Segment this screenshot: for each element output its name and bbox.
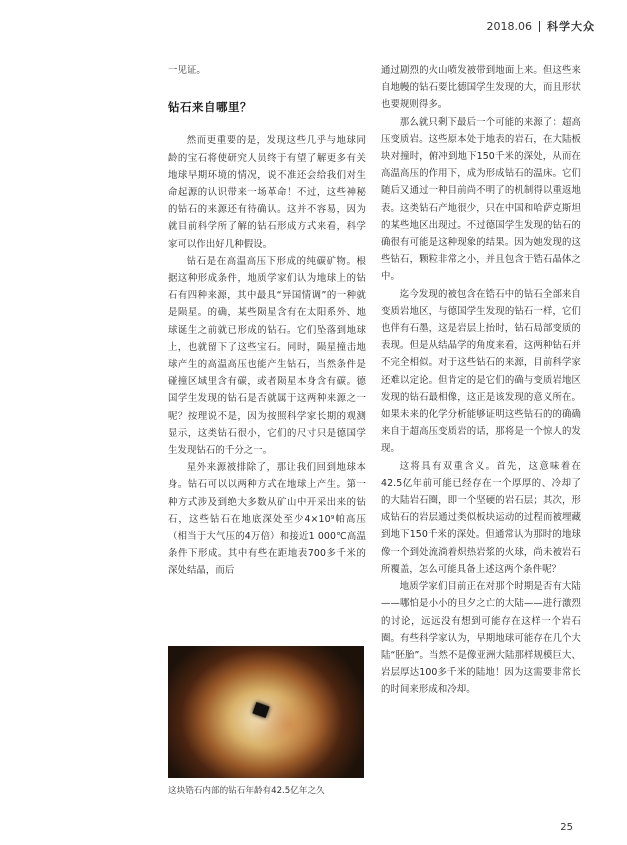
zircon-photo	[168, 646, 364, 778]
paragraph: 那么就只剩下最后一个可能的来源了：超高压变质岩。这些原本处于地表的岩石，在大陆板块对撞时，俯冲到地下150千米的深处，从而在高温高压的作用下，成为形成钻石的温床。它们随后又通过一种目前尚不明了的机制得以重返地表。这类钻石产地很少，只在中国和哈萨克斯坦的某些地区出现过。不过德国学生发现的钻石的确很有可能是这种现象的结果。因为她发现的这些钻石，颗粒非常之小，并且包含于锆石晶体之中。	[381, 116, 581, 283]
lead-text: 一见证。	[168, 65, 206, 76]
paragraph: 地质学家们目前正在对那个时期是否有大陆——哪怕是小小的旦夕之亡的大陆——进行激烈的讨论，远远没有想到可能存在这样一个岩石圈。有些科学家认为，早期地球可能存在几个大陆“胚胎”。当然不是像亚洲大陆那样规模巨大、岩层厚达100多千米的陆地！因为这需要非常长的时间来形成和冷却。	[381, 581, 581, 696]
issue-date: 2018.06	[486, 19, 532, 33]
paragraph: 通过剧烈的火山喷发被带到地面上来。但这些来自地幔的钻石要比德国学生发现的大，而且形状也要规则得多。	[381, 65, 581, 111]
magazine-brand: 科学大众	[547, 20, 595, 33]
paragraph: 钻石是在高温高压下形成的纯碳矿物。根据这种形成条件，地质学家们认为地球上的钻石有四种来源，其中最具“异国情调”的一种就是陨星。的确，某些陨星含有在太阳系外、地球诞生之前就已形成的钻石。它们坠落到地球上，也就留下了这些宝石。同时，陨星撞击地球产生的高温高压也能产生钻石，当然条件是碰撞区域里含有碳，或者陨星本身含有碳。德国学生发现的钻石是否就属于这两种来源之一呢？按理说不是，因为按照科学家长期的观测显示，这类钻石很小，它们的尺寸只是德国学生发现钻石的千分之一。	[168, 255, 366, 457]
left-column	[168, 62, 366, 580]
paragraph: 然而更重要的是，发现这些几乎与地球同龄的宝石将使研究人员终于有望了解更多有关地球早期环境的情况，说不准还会给我们对生命起源的认识带来一场革命！不过，这些神秘的钻石的来源还有待确认。这并不容易，因为就目前科学所了解的钻石形成方式来看，科学家可以作出好几种假设。	[168, 135, 366, 250]
paragraph: 这将具有双重含义。首先，这意味着在42.5亿年前可能已经存在一个厚厚的、冷却了的大陆岩石圈，即一个坚硬的岩石层；其次，形成钻石的岩层通过类似板块运动的过程而被埋藏到地下150千米的深处。但通常认为那时的地球像一个到处流淌着炽热岩浆的火球，尚未被岩石所覆盖，怎么可能具备上述这两个条件呢？	[381, 460, 581, 575]
page-header	[487, 18, 596, 34]
header-divider	[539, 21, 540, 32]
section-heading: 钻石来自哪里？	[168, 100, 252, 115]
photo-caption: 这块锆石内部的钻石年龄有42.5亿年之久	[168, 786, 325, 796]
right-column	[381, 62, 581, 699]
paragraph: 迄今发现的被包含在锆石中的钻石全部来自变质岩地区，与德国学生发现的钻石一样，它们也伴有石墨，这是岩层上抬时，钻石局部变质的表现。但是从结晶学的角度来看，这两种钻石并不完全相似。对于这些钻石的来源，目前科学家还难以定论。但肯定的是它们的确与变质岩地区发现的钻石最相像，这正是该发现的意义所在。如果未来的化学分析能够证明这些钻石的的确确来自于超高压变质岩的话，那将是一个惊人的发现。	[381, 288, 581, 455]
page-number: 25	[560, 822, 573, 833]
paragraph: 星外来源被排除了，那让我们回到地球本身。钻石可以以两种方式在地球上产生。第一种方式涉及到绝大多数从矿山中开采出来的钻石，这些钻石在地底深处至少4×10⁹帕高压（相当于大气压的4万倍）和接近1 000℃高温条件下形成。其中有些在距地表700多千米的深处结晶，而后	[168, 462, 366, 577]
